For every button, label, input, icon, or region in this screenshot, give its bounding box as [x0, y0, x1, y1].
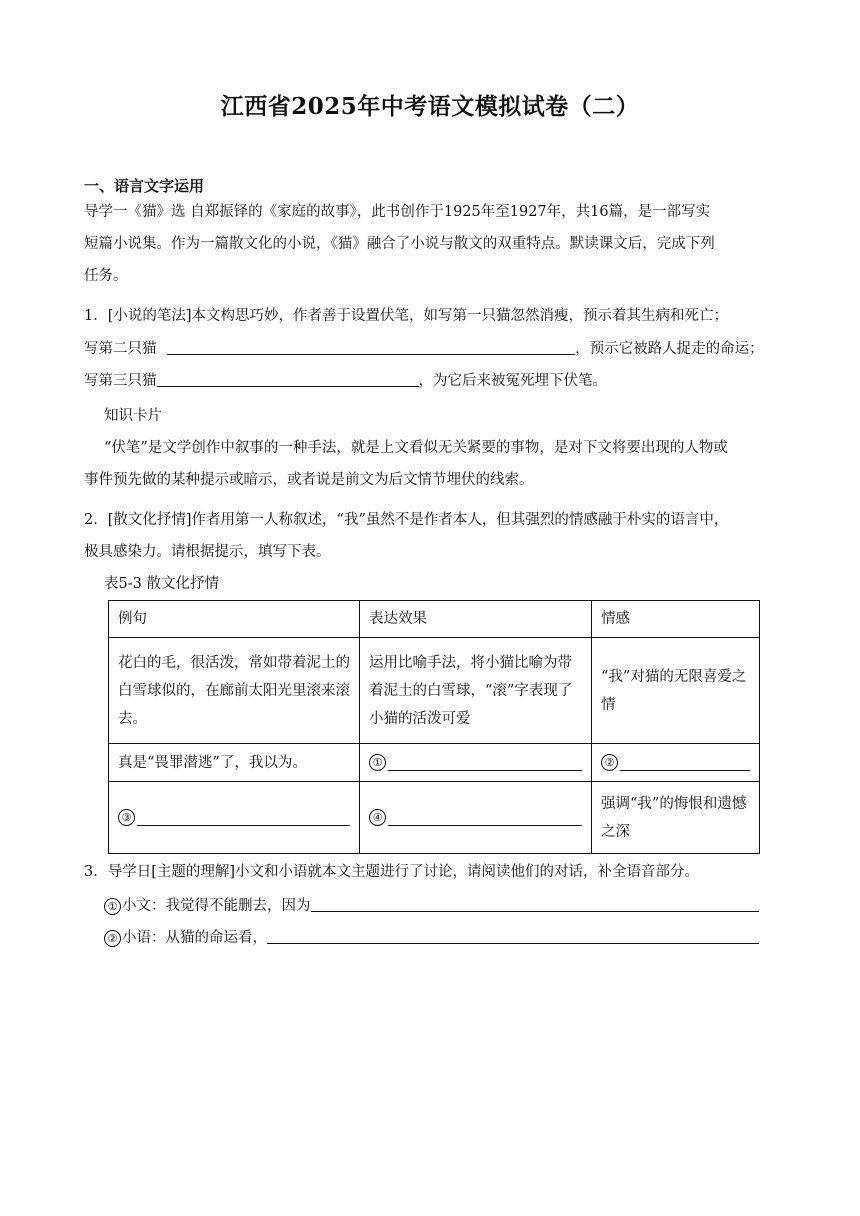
- q3-item-2: [104, 925, 759, 949]
- row1-effect: 运用比喻手法，将小猫比喻为带着泥土的白雪球，“滚”字表现了小猫的活泼可爱: [360, 638, 592, 744]
- q1-line-1: 1．[小说的笔法]本文构思巧妙，作者善于设置伏笔，如写第一只猫忽然消瘦，预示着其生病和死亡；: [84, 308, 729, 324]
- q3-item-1: [104, 893, 759, 917]
- page-title: 江西省2025年中考语文模拟试卷（二）: [220, 93, 640, 120]
- circled-number: ①: [104, 898, 121, 915]
- q3-line-1: 3．导学日[主题的理解]小文和小语就本文主题进行了讨论，请阅读他们的对话，补全语音部分。: [84, 864, 700, 880]
- row3-sentence-cell: [109, 782, 360, 854]
- circled-number: ③: [118, 809, 135, 826]
- q3-blank-2[interactable]: [267, 925, 759, 944]
- row3-emotion: 强调“我”的悔恨和遗憾之深: [592, 782, 760, 854]
- q1-line-3-prefix: 写第三只猫: [84, 373, 157, 389]
- row2-emotion-blank[interactable]: [620, 754, 750, 771]
- q2-line-2: 极具感染力。请根据提示，填写下表。: [84, 544, 331, 560]
- header-emotion: 情感: [592, 601, 760, 638]
- row3-effect-blank[interactable]: [388, 809, 582, 826]
- q3-item-2-text: 小语：从猫的命运看，: [122, 930, 267, 946]
- q1-line-2: [84, 336, 764, 360]
- q1-line-3-suffix: ，为它后来被冤死埋下伏笔。: [418, 373, 607, 389]
- row1-sentence: 花白的毛，很活泼，常如带着泥土的白雪球似的，在廊前太阳光里滚来滚去。: [109, 638, 360, 744]
- knowledge-card-text-1: “伏笔”是文学创作中叙事的一种手法，就是上文看似无关紧要的事物，是对下文将要出现的人物或: [104, 440, 728, 456]
- table-caption: 表5-3 散文化抒情: [104, 576, 219, 592]
- header-effect: 表达效果: [360, 601, 592, 638]
- circled-number: ②: [104, 930, 121, 947]
- intro-line-1: 导学一《猫》选 自郑振铎的《家庭的故事》，此书创作于1925年至1927年，共16篇，是一部写实: [84, 204, 711, 220]
- circled-number: ①: [369, 754, 386, 771]
- table-header-row: [109, 601, 760, 638]
- table-row: [109, 782, 760, 854]
- emotion-table: [108, 600, 760, 854]
- circled-number: ④: [369, 809, 386, 826]
- knowledge-card-title: 知识卡片: [104, 408, 162, 424]
- row2-effect-blank[interactable]: [388, 754, 582, 771]
- table-row: [109, 638, 760, 744]
- knowledge-card-text-2: 事件预先做的某种提示或暗示，或者说是前文为后文情节埋伏的线索。: [84, 472, 534, 488]
- intro-line-3: 任务。: [84, 268, 128, 284]
- q1-line-2-suffix: ，预示它被路人捉走的命运；: [575, 341, 764, 357]
- q1-line-3: [84, 368, 607, 392]
- header-sentence: 例句: [109, 601, 360, 638]
- row3-effect-cell: [360, 782, 592, 854]
- q3-item-1-text: 小文：我觉得不能删去，因为: [122, 898, 311, 914]
- intro-line-2: 短篇小说集。作为一篇散文化的小说，《猫》融合了小说与散文的双重特点。默读课文后，完成下列: [84, 236, 715, 252]
- row2-sentence: 真是“畏罪潜逃”了，我以为。: [109, 744, 360, 782]
- circled-number: ②: [601, 754, 618, 771]
- row2-effect-cell: [360, 744, 592, 782]
- q1-blank-1[interactable]: [167, 336, 575, 355]
- row1-emotion: “我”对猫的无限喜爱之情: [592, 638, 760, 744]
- table-row: [109, 744, 760, 782]
- q1-blank-2[interactable]: [157, 368, 419, 387]
- q2-line-1: 2．[散文化抒情]作者用第一人称叙述，“我”虽然不是作者本人，但其强烈的情感融于朴实的语言中，: [84, 512, 729, 528]
- section-heading: 一、语言文字运用: [84, 177, 205, 195]
- row2-emotion-cell: [592, 744, 760, 782]
- row3-sentence-blank[interactable]: [137, 809, 350, 826]
- q1-line-2-prefix: 写第二只猫: [84, 341, 157, 357]
- q3-blank-1[interactable]: [311, 893, 759, 912]
